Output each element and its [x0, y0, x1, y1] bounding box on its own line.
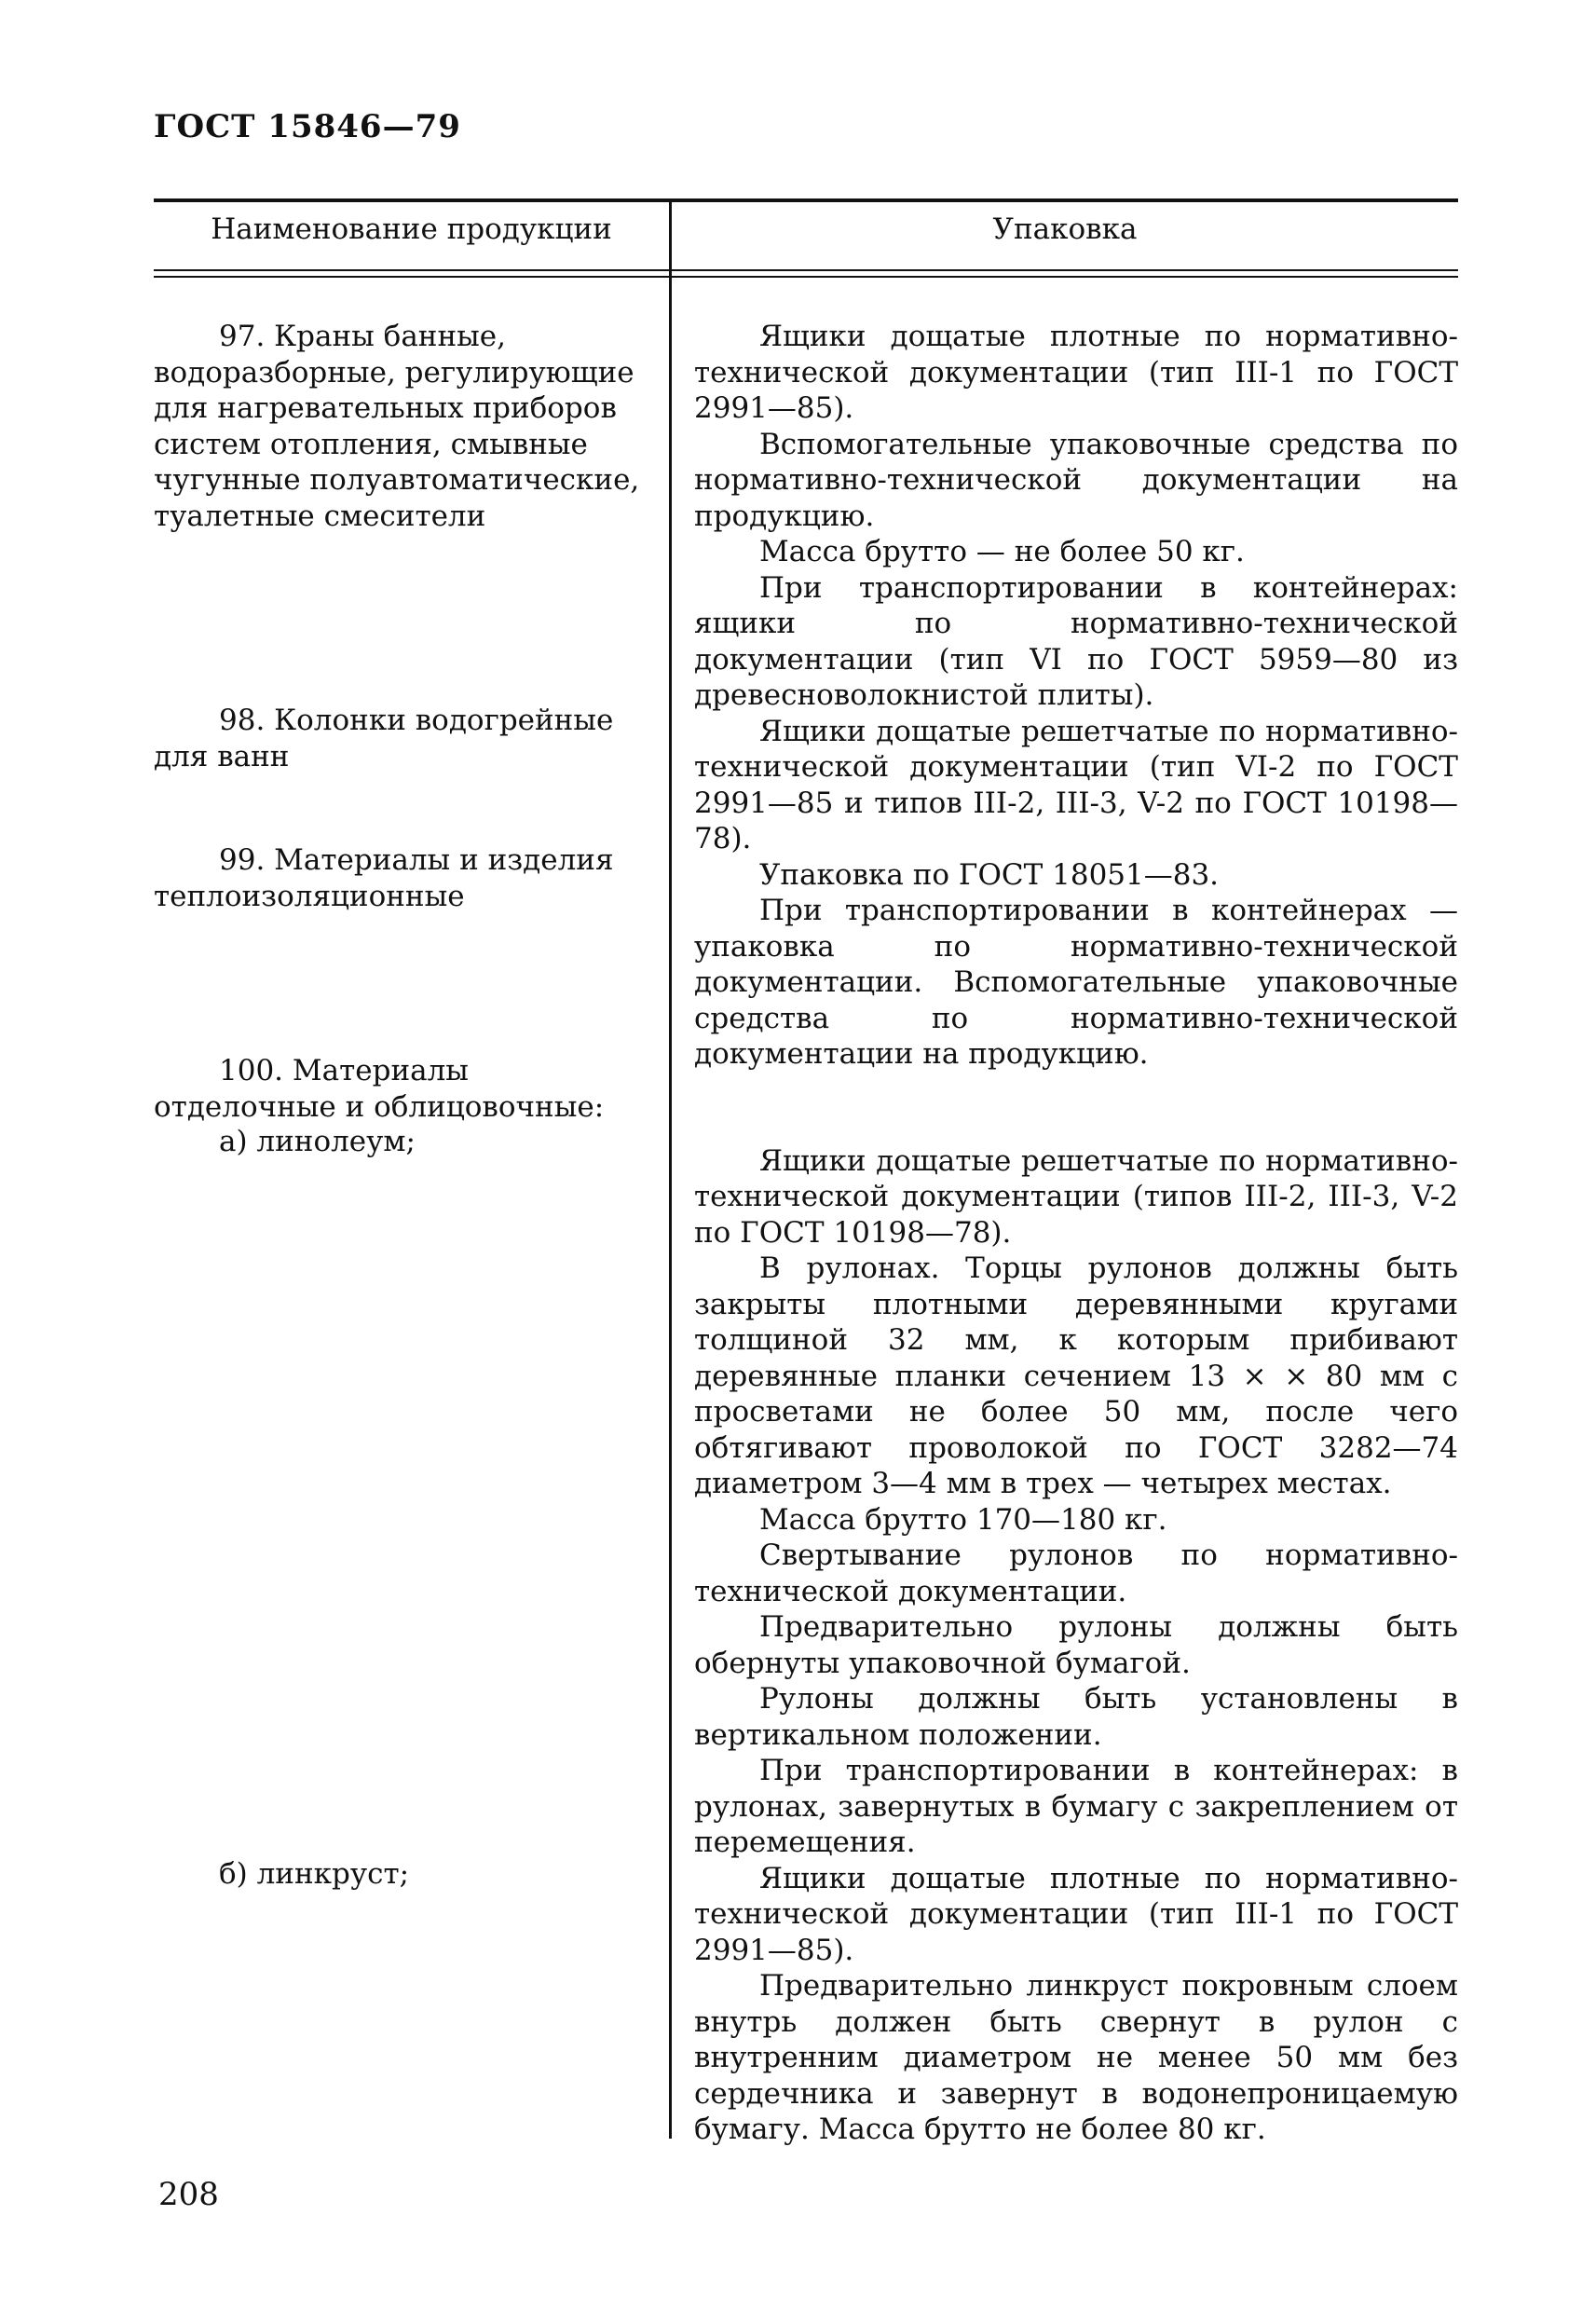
- product-subitem: б) линкруст;: [219, 1857, 410, 1891]
- product-item: 97. Краны банные, водоразборные, регулирующие для нагревательных приборов систем отопления, смывные чугунные полуавтоматические, туалетные смесители: [154, 320, 640, 533]
- packaging-paragraph: При транспортировании в контейнерах: в рулонах, завернутых в бумагу с закреплением от перемещения.: [694, 1754, 1458, 1859]
- packaging-paragraph: Предварительно линкруст покровным слоем внутрь должен быть свернут в рулон с внутренним диаметром не менее 50 мм без сердечника и завернут в водонепроницаемую бумагу. Масса брутто не более 80 кг.: [694, 1969, 1458, 2146]
- packaging-paragraph: Вспомогательные упаковочные средства по нормативно-технической документации на продукцию.: [694, 427, 1458, 533]
- packaging-paragraph: Ящики дощатые решетчатые по нормативно-технической документации (типов III-2, III-3, V-2 по ГОСТ 10198—78).: [694, 1143, 1458, 1250]
- header-bottom-rule-2: [154, 276, 1458, 278]
- product-subitem: а) линолеум;: [219, 1125, 416, 1158]
- packaging-paragraph: Ящики дощатые плотные по нормативно-технической документации (тип III-1 по ГОСТ 2991—85).: [694, 1861, 1458, 1967]
- packaging-column: [694, 319, 1458, 2148]
- packaging-paragraph: Масса брутто 170—180 кг.: [759, 1502, 1167, 1537]
- header-bottom-rule: [154, 269, 1458, 271]
- packaging-paragraph: Свертывание рулонов по нормативно-технической документации.: [694, 1538, 1458, 1608]
- packaging-paragraph: Рулоны должны быть установлены в вертикальном положении.: [694, 1682, 1458, 1752]
- product-item: 100. Материалы отделочные и облицовочные:: [154, 1054, 605, 1124]
- packaging-paragraph: Ящики дощатые решетчатые по нормативно-технической документации (тип VI-2 по ГОСТ 2991—85 и типов III-2, III-3, V-2 по ГОСТ 10198—78).: [694, 714, 1458, 855]
- packaging-paragraph: При транспортировании в контейнерах — упаковка по нормативно-технической документации. Вспомогательные упаковочные средства по нормативно-технической документации на продукцию.: [694, 894, 1458, 1071]
- product-item: 98. Колонки водогрейные для ванн: [154, 704, 614, 773]
- packaging-paragraph: В рулонах. Торцы рулонов должны быть закрыты плотными деревянными кругами толщиной 32 мм, к которым прибивают деревянные планки сечением 13 × × 80 мм с просветами не более 50 мм, после чего обтягивают проволокой по ГОСТ 3282—74 диаметром 3—4 мм в трех — четырех местах.: [694, 1251, 1458, 1500]
- packaging-paragraph: Ящики дощатые плотные по нормативно-технической документации (тип III-1 по ГОСТ 2991—85).: [694, 320, 1458, 425]
- packaging-paragraph: Упаковка по ГОСТ 18051—83.: [759, 857, 1220, 892]
- packaging-paragraph: Предварительно рулоны должны быть обернуты упаковочной бумагой.: [694, 1610, 1458, 1680]
- column-divider: [669, 200, 672, 2139]
- packaging-paragraph: При транспортировании в контейнерах: ящики по нормативно-технической документации (тип VI по ГОСТ 5959—80 из древесноволокнистой плиты).: [694, 570, 1458, 712]
- product-item: 99. Материалы и изделия теплоизоляционные: [154, 843, 614, 913]
- header-packaging: Упаковка: [992, 212, 1138, 246]
- page-number: 208: [158, 2176, 219, 2213]
- header-product: Наименование продукции: [211, 212, 612, 246]
- document-title: ГОСТ 15846—79: [154, 108, 461, 145]
- table-top-rule: [154, 198, 1458, 202]
- packaging-paragraph: Масса брутто — не более 50 кг.: [759, 535, 1245, 568]
